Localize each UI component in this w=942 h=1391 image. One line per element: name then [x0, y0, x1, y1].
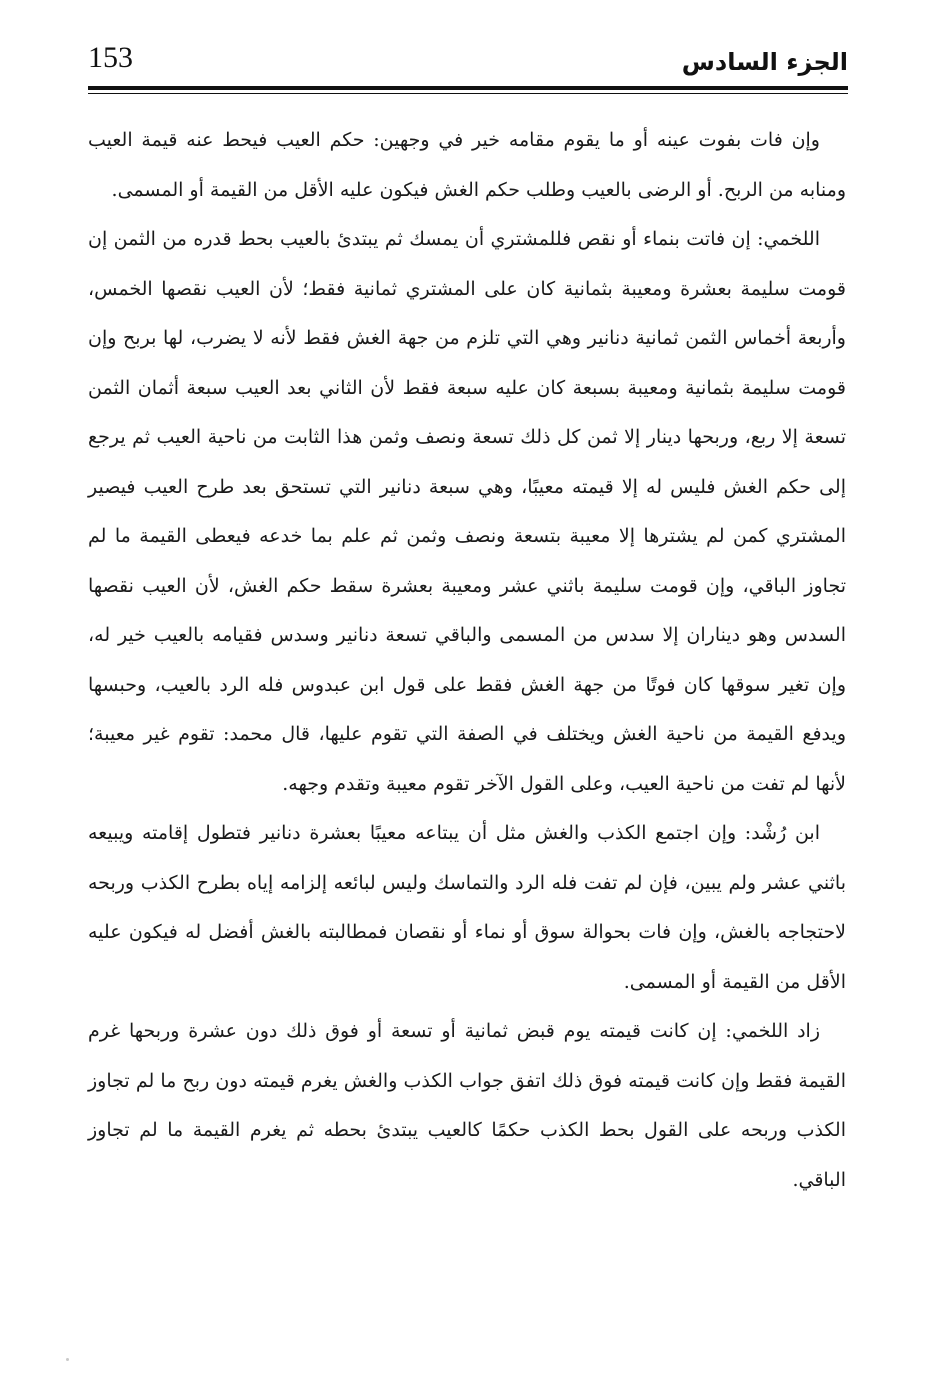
- paragraph-2: اللخمي: إن فاتت بنماء أو نقص فللمشتري أن يمسك ثم يبتدئ بالعيب بحط قدره من الثمن إن قومت سليمة بعشرة ومعيبة بثمانية كان على المشتري ثمانية فقط؛ لأن العيب نقصها الخمس، وأربعة أخماس الثمن ثمانية دنانير وهي التي تلزم من جهة الغش فقط لأنه لا يضرب، لها بربح وإن قومت سليمة بثمانية ومعيبة بسبعة كان عليه سبعة فقط لأن الثاني بعد العيب سبعة أثمان الثمن تسعة إلا ربع، وربحها دينار إلا ثمن كل ذلك تسعة ونصف وثمن هذا الثابت من ناحية العيب ثم يرجع إلى حكم الغش فليس له إلا قيمته معيبًا، وهي سبعة دنانير التي تستحق بعد طرح العيب فيصير المشتري كمن لم يشترها إلا معيبة بتسعة ونصف وثمن ثم علم بما خدعه فيعطى القيمة ما لم تجاوز الباقي، وإن قومت سليمة باثني عشر ومعيبة بعشرة سقط حكم الغش، لأن العيب نقصها السدس وهو ديناران إلا سدس من المسمى والباقي تسعة دنانير وسدس فقيامه بالعيب خير له، وإن تغير سوقها كان فوتًا من جهة الغش فقط على قول ابن عبدوس فله الرد بالعيب، وحبسها ويدفع القيمة من ناحية الغش ويختلف في الصفة التي تقوم عليها، قال محمد: تقوم غير معيبة؛ لأنها لم تفت من ناحية العيب، وعلى القول الآخر تقوم معيبة وتقدم وجهه.: [88, 228, 846, 795]
- part-title: الجزء السادس: [681, 48, 848, 76]
- scan-speck: [66, 1358, 69, 1361]
- paragraph-3: ابن رُشْد: وإن اجتمع الكذب والغش مثل أن يبتاعه معيبًا بعشرة دنانير فتطول إقامته ويبيعه باثني عشر ولم يبين، فإن لم تفت فله الرد والتماسك وليس لبائعه إلزامه إياه بطرح الكذب وربحه لاحتجاجه بالغش، وإن فات بحوالة سوق أو نماء أو نقصان فمطالبته بالغش أفضل له فيكون عليه الأقل من القيمة أو المسمى.: [88, 822, 846, 993]
- page-header: [88, 38, 848, 90]
- header-rule-thick: [88, 86, 848, 90]
- header-rule-thin: [88, 93, 848, 94]
- body-text: [88, 116, 846, 1205]
- page-number: 153: [88, 41, 133, 74]
- paragraph-4: زاد اللخمي: إن كانت قيمته يوم قبض ثمانية أو تسعة أو فوق ذلك دون عشرة وربحها غرم القيمة فقط وإن كانت قيمته فوق ذلك اتفق جواب الكذب والغش يغرم قيمته دون ربح ما لم تجاوز الكذب وربحه على القول بحط الكذب حكمًا كالعيب يبتدئ بحطه ثم يغرم القيمة ما لم تجاوز الباقي.: [88, 1020, 846, 1191]
- paragraph-1: وإن فات بفوت عينه أو ما يقوم مقامه خير في وجهين: حكم العيب فيحط عنه قيمة العيب ومنابه من الربح. أو الرضى بالعيب وطلب حكم الغش فيكون عليه الأقل من القيمة أو المسمى.: [88, 129, 846, 201]
